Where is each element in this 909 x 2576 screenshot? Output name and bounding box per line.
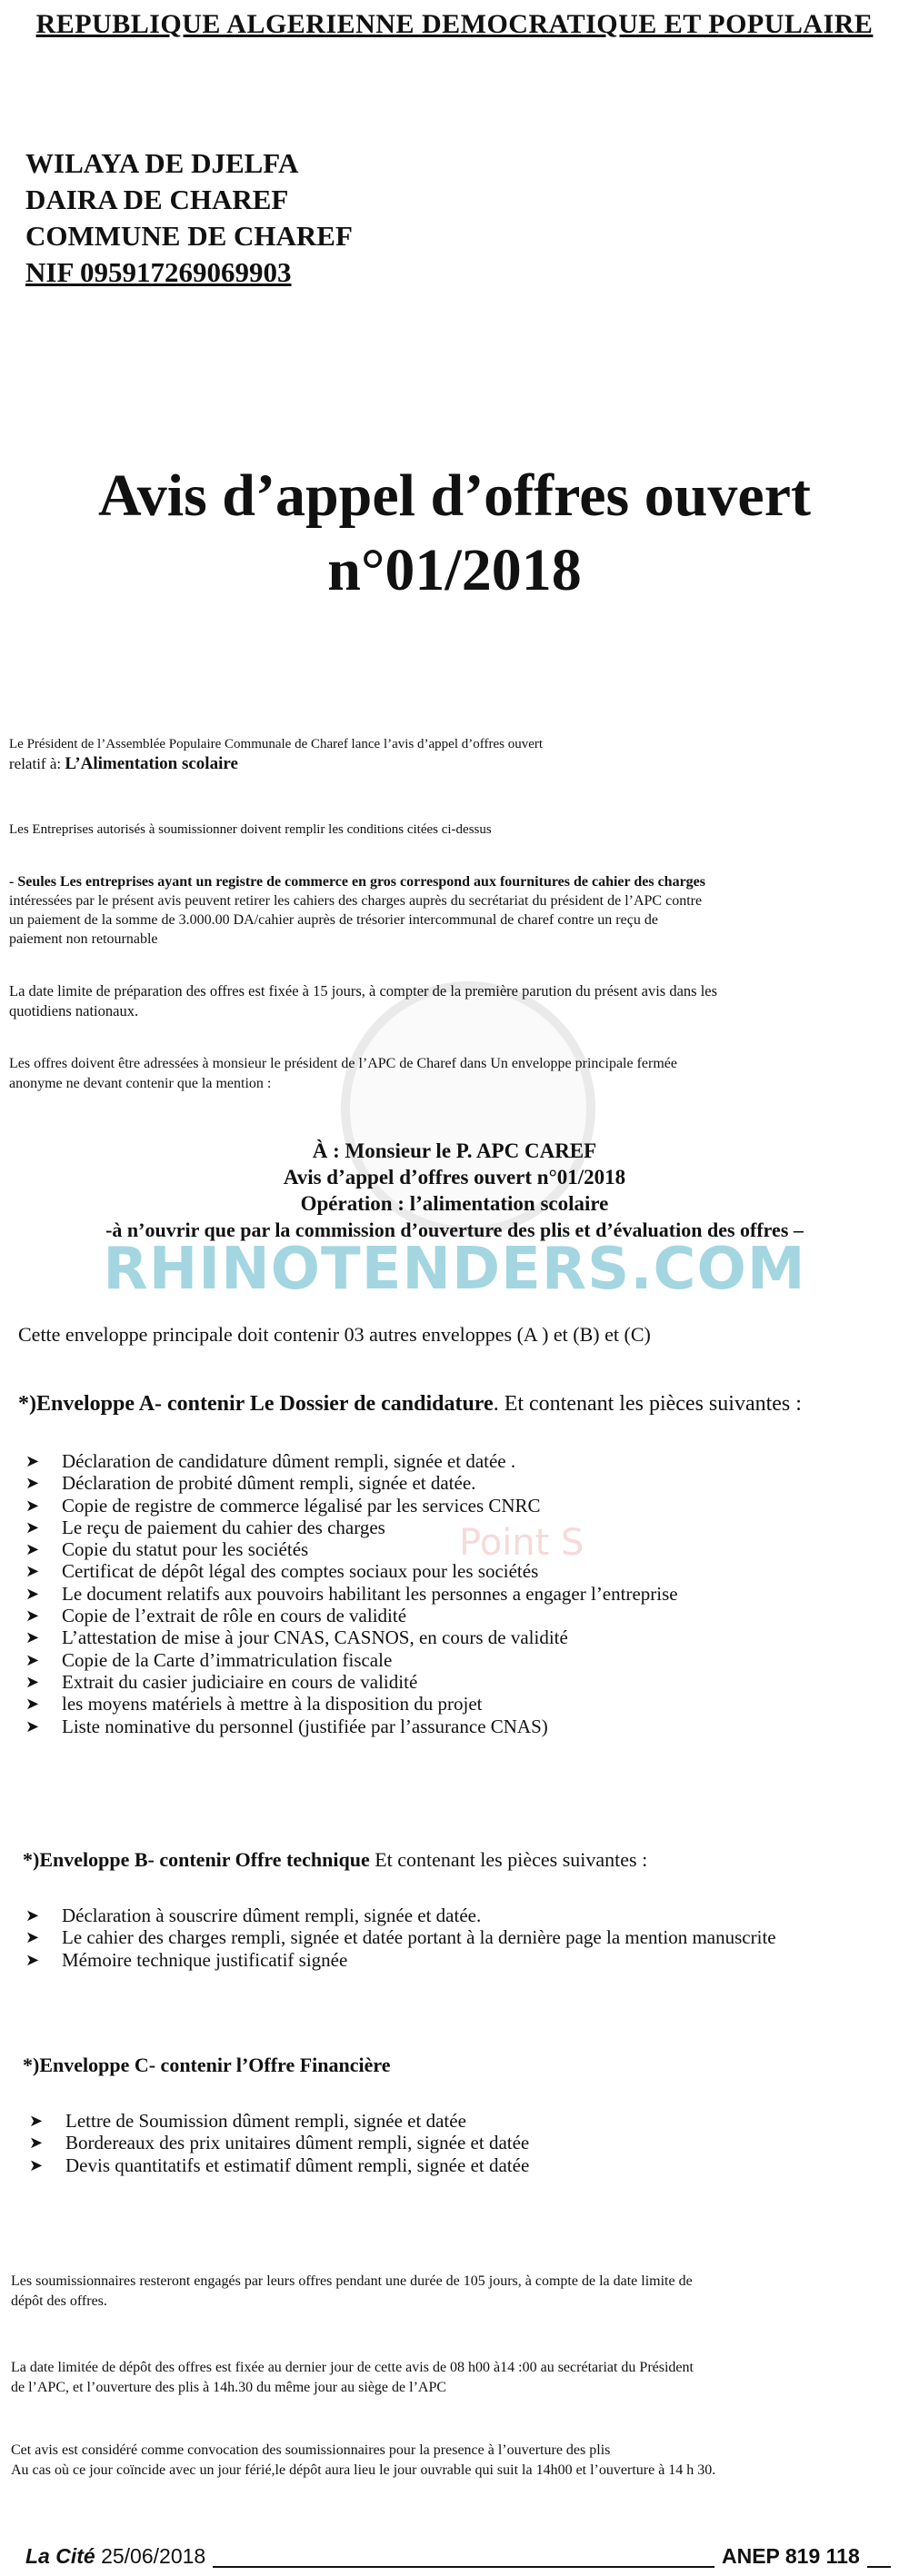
list-item: ➤ les moyens matériels à mettre à la disposition du projet (25, 1693, 483, 1716)
commune-line: COMMUNE DE CHAREF (25, 220, 353, 252)
envelope-c-heading: *)Enveloppe C- contenir l’Offre Financière (23, 2054, 391, 2076)
list-item: ➤ Le document relatifs aux pouvoirs habilitant les personnes a engager l’entreprise (25, 1582, 678, 1605)
closing-paragraph-3: Cet avis est considéré comme convocation des soumissionnaires pour la presence à l’ouverture des plis Au cas où ce jour coïncide avec un jour férié,le dépôt aura lieu le jour ouvrable qui suit la 14h00 et l’ouverture à 14 h 30. (11, 2442, 716, 2478)
intro-paragraph-1: Le Président de l’Assemblée Populaire Communale de Charef lance l’avis d’appel d’offres ouvert relatif à: L’Alimentation scolaire (9, 737, 544, 773)
mention-operation: Opération : l’alimentation scolaire (300, 1192, 609, 1215)
envelope-a-heading: *)Enveloppe A- contenir Le Dossier de candidature. Et contenant les pièces suivantes : (18, 1392, 802, 1416)
arrowhead-bullet-icon: ➤ (25, 1906, 40, 1925)
notice-title-line1: Avis d’appel d’offres ouvert (97, 462, 811, 529)
closing-paragraph-2: La date limitée de dépôt des offres est fixée au dernier jour de cette avis de 08 h00 à14 :00 au secrétariat du Président de l’APC, et l’ouverture des plis à 14h.30 du même jour au siège de l’APC (11, 2360, 694, 2395)
list-item: ➤ Devis quantitatifs et estimatif dûment rempli, signée et datée (29, 2153, 530, 2176)
envelope-b-list (25, 1905, 776, 1971)
footer-anep-ref: ANEP 819 118 (714, 2544, 867, 2569)
publication-date: 25/06/2018 (101, 2544, 206, 2568)
mention-note: -à n’ouvrir que par la commission d’ouverture des plis et d’évaluation des offres – (105, 1218, 804, 1241)
list-item: ➤ Déclaration de candidature dûment rempli, signée et datée . (25, 1450, 516, 1472)
notice-title (0, 459, 909, 608)
arrowhead-bullet-icon: ➤ (25, 1584, 40, 1603)
list-item: ➤ Copie de registre de commerce légalisé par les services CNRC (25, 1494, 541, 1517)
list-item: ➤ Copie de la Carte d’immatriculation fiscale (25, 1648, 393, 1671)
envelope-a-list (25, 1450, 678, 1737)
intro-paragraph-2: Les Entreprises autorisés à soumissionner doivent remplir les conditions citées ci-dessus (9, 822, 492, 837)
intro-paragraph-4: La date limite de préparation des offres est fixée à 15 jours, à compter de la première parution du présent avis dans les quotidiens nationaux. (9, 982, 718, 1019)
republic-heading: REPUBLIQUE ALGERIENNE DEMOCRATIQUE ET POPULAIRE (35, 9, 874, 39)
arrowhead-bullet-icon: ➤ (25, 1928, 40, 1947)
list-item: ➤ L’attestation de mise à jour CNAS, CASNOS, en cours de validité (25, 1626, 568, 1649)
daira-line: DAIRA DE CHAREF (25, 184, 289, 215)
watermark-site: RHINOTENDERS.COM (103, 1236, 806, 1303)
list-item: ➤ Le cahier des charges rempli, signée et datée portant à la dernière page la mention manuscrite (25, 1926, 776, 1949)
mention-avis: Avis d’appel d’offres ouvert n°01/2018 (283, 1166, 626, 1189)
list-item: ➤ Liste nominative du personnel (justifiée par l’assurance CNAS) (25, 1715, 548, 1737)
list-item: ➤ Le reçu de paiement du cahier des charges (25, 1516, 385, 1538)
mention-recipient: À : Monsieur le P. APC CAREF (312, 1139, 597, 1162)
arrowhead-bullet-icon: ➤ (25, 1672, 40, 1691)
list-item: ➤ Extrait du casier judiciaire en cours de validité (25, 1670, 418, 1693)
wilaya-line: WILAYA DE DJELFA (25, 147, 299, 179)
arrowhead-bullet-icon: ➤ (25, 1628, 40, 1647)
subject: L’Alimentation scolaire (65, 754, 238, 773)
list-item: ➤ Déclaration à souscrire dûment rempli, signée et datée. (25, 1905, 482, 1926)
list-item: ➤ Copie de l’extrait de rôle en cours de validité (25, 1605, 407, 1627)
arrowhead-bullet-icon: ➤ (25, 1650, 40, 1669)
envelope-c-list (29, 2110, 529, 2176)
watermark-faint-text: Point S (459, 1522, 584, 1564)
arrowhead-bullet-icon: ➤ (25, 1562, 40, 1581)
intro-paragraph-3: - Seules Les entreprises ayant un registre de commerce en gros correspond aux fournitures de cahier des charges intéressées par le présent avis peuvent retirer les cahiers des charges auprès du secrétariat du président de l’APC contre un paiement de la somme de 3.000.00 DA/cahier auprès de trésorier intercommunal de charef contre un reçu de paiement non retournable (9, 874, 705, 947)
list-item: ➤ Mémoire technique justificatif signée (25, 1948, 348, 1971)
list-item: ➤ Copie du statut pour les sociétés (25, 1538, 309, 1561)
newspaper-name: La Cité (25, 2544, 95, 2568)
arrowhead-bullet-icon: ➤ (29, 2155, 44, 2174)
arrowhead-bullet-icon: ➤ (25, 1517, 40, 1537)
envelope-b-heading: *)Enveloppe B- contenir Offre technique Et contenant les pièces suivantes : (23, 1848, 648, 1871)
nif-line: NIF 095917269069903 (25, 256, 292, 288)
envelope-mention (0, 1138, 909, 1243)
footer-publication (18, 2544, 213, 2569)
envelope-intro: Cette enveloppe principale doit contenir 03 autres enveloppes (A ) et (B) et (C) (18, 1323, 651, 1346)
arrowhead-bullet-icon: ➤ (29, 2133, 44, 2153)
arrowhead-bullet-icon: ➤ (25, 1474, 40, 1493)
arrowhead-bullet-icon: ➤ (25, 1540, 40, 1559)
list-item: ➤ Lettre de Soumission dûment rempli, signée et datée (29, 2110, 466, 2132)
closing-paragraph-1: Les soumissionnaires resteront engagés par leurs offres pendant une durée de 105 jours, à compte de la date limite de dépôt des offres. (11, 2273, 693, 2309)
arrowhead-bullet-icon: ➤ (29, 2112, 44, 2130)
list-item: ➤ Déclaration de probité dûment rempli, signée et datée. (25, 1472, 476, 1495)
intro-paragraph-5: Les offres doivent être adressées à monsieur le président de l’APC de Charef dans Un enveloppe principale fermée anonyme ne devant contenir que la mention : (9, 1056, 677, 1091)
arrowhead-bullet-icon: ➤ (25, 1695, 40, 1714)
arrowhead-bullet-icon: ➤ (25, 1496, 40, 1515)
list-item: ➤ Certificat de dépôt légal des comptes sociaux pour les sociétés (25, 1560, 539, 1583)
arrowhead-bullet-icon: ➤ (25, 1950, 40, 1969)
arrowhead-bullet-icon: ➤ (25, 1452, 40, 1470)
list-item: ➤ Bordereaux des prix unitaires dûment rempli, signée et datée (29, 2132, 530, 2154)
arrowhead-bullet-icon: ➤ (25, 1606, 40, 1626)
administration-block (25, 145, 353, 291)
arrowhead-bullet-icon: ➤ (25, 1716, 40, 1736)
notice-title-number: n°01/2018 (327, 537, 582, 603)
